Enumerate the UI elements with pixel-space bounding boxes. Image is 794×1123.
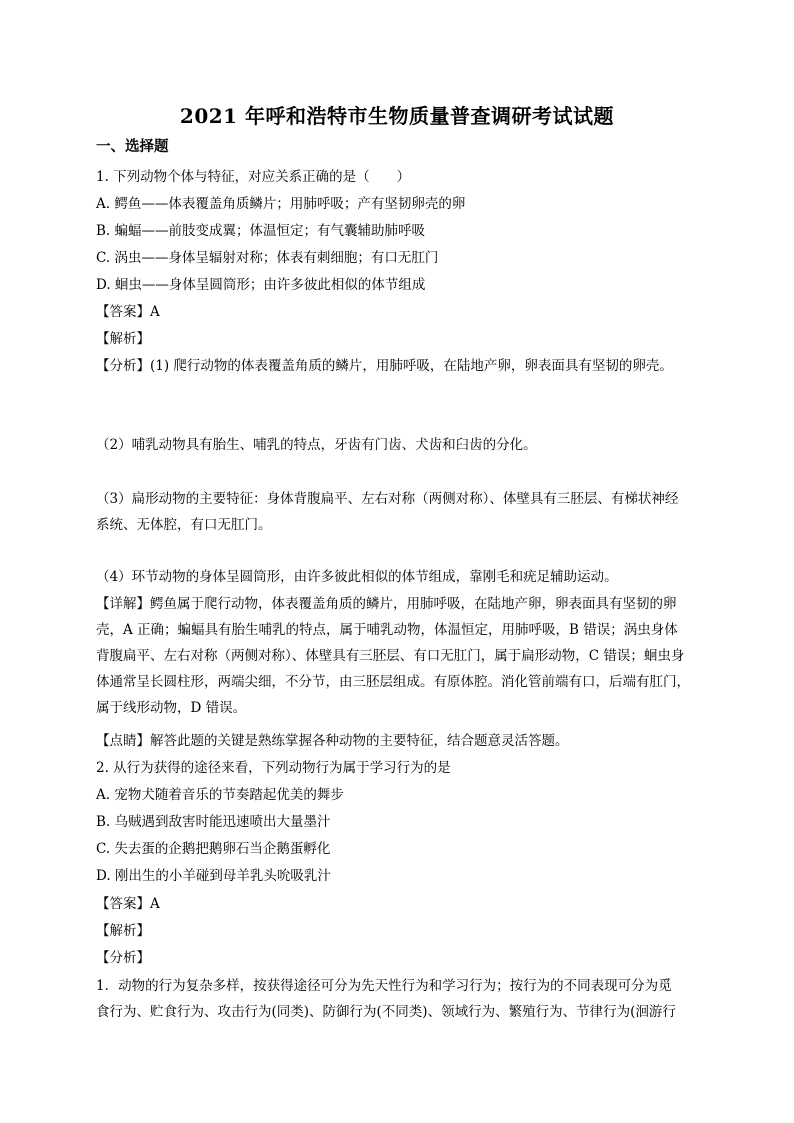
question-1-analysis-p4: （4）环节动物的身体呈圆筒形，由许多彼此相似的体节组成，靠刚毛和疣足辅助运动。: [96, 569, 618, 585]
question-1-detail-line3: 背腹扁平、左右对称（两侧对称）、体壁具有三胚层、有口无肛门，属于扁形动物，C 错误；蛔虫身: [96, 648, 685, 664]
question-2-stem: 2. 从行为获得的途径来看，下列动物行为属于学习行为的是: [96, 760, 451, 776]
question-1-analysis-p3-line2: 系统、无体腔，有口无肛门。: [96, 517, 272, 533]
question-1-detail-line1: 【详解】鳄鱼属于爬行动物，体表覆盖角质的鳞片，用肺呼吸，在陆地产卵，卵表面具有坚韧的卵: [96, 596, 677, 612]
question-1-analysis-label: 【解析】: [96, 331, 150, 347]
question-1-option-b: B. 蝙蝠——前肢变成翼；体温恒定；有气囊辅助肺呼吸: [96, 223, 426, 239]
question-2-option-a: A. 宠物犬随着音乐的节奏踏起优美的舞步: [96, 787, 344, 803]
question-2-fenxi-label: 【分析】: [96, 950, 150, 966]
question-2-body-line1: 1．动物的行为复杂多样，按获得途径可分为先天性行为和学习行为；按行为的不同表现可分为觅: [96, 978, 672, 994]
question-2-answer: 【答案】A: [96, 896, 160, 912]
section-heading: 一、选择题: [96, 138, 169, 155]
question-1-dianjing: 【点睛】解答此题的关键是熟练掌握各种动物的主要特征，结合题意灵活答题。: [96, 733, 569, 749]
question-1-analysis-p3-line1: （3）扁形动物的主要特征：身体背腹扁平、左右对称（两侧对称）、体壁具有三胚层、有梯状神经: [96, 491, 679, 507]
question-1-detail-line2: 壳，A 正确；蝙蝠具有胎生哺乳的特点，属于哺乳动物，体温恒定，用肺呼吸，B 错误；涡虫身体: [96, 622, 678, 638]
question-1-option-d: D. 蛔虫——身体呈圆筒形；由许多彼此相似的体节组成: [96, 277, 426, 293]
question-1-detail-line4: 体通常呈长圆柱形，两端尖细，不分节，由三胚层组成。有原体腔。消化管前端有口，后端有肛门，: [96, 674, 690, 690]
question-1-option-a: A. 鳄鱼——体表覆盖角质鳞片；用肺呼吸；产有坚韧卵壳的卵: [96, 196, 466, 212]
question-1-option-c: C. 涡虫——身体呈辐射对称；体表有刺细胞；有口无肛门: [96, 250, 439, 266]
question-2-option-b: B. 乌贼遇到敌害时能迅速喷出大量墨汁: [96, 814, 331, 830]
page-title: 2021 年呼和浩特市生物质量普查调研考试试题: [179, 104, 615, 128]
question-1-detail-line5: 属于线形动物，D 错误。: [96, 700, 247, 716]
question-2-analysis-label: 【解析】: [96, 923, 150, 939]
question-1-analysis-p1: 【分析】(1) 爬行动物的体表覆盖角质的鳞片，用肺呼吸，在陆地产卵，卵表面具有坚韧的卵壳。: [96, 358, 673, 374]
question-1-answer: 【答案】A: [96, 304, 160, 320]
question-2-option-d: D. 刚出生的小羊碰到母羊乳头吮吸乳汁: [96, 868, 331, 884]
question-1-analysis-p2: （2）哺乳动物具有胎生、哺乳的特点，牙齿有门齿、犬齿和臼齿的分化。: [96, 437, 537, 453]
question-1-stem: 1. 下列动物个体与特征，对应关系正确的是（ ）: [96, 169, 411, 185]
question-2-body-line2: 食行为、贮食行为、攻击行为(同类)、防御行为(不同类)、领域行为、繁殖行为、节律行为(洄游行: [96, 1004, 676, 1020]
question-2-option-c: C. 失去蛋的企鹅把鹅卵石当企鹅蛋孵化: [96, 841, 331, 857]
